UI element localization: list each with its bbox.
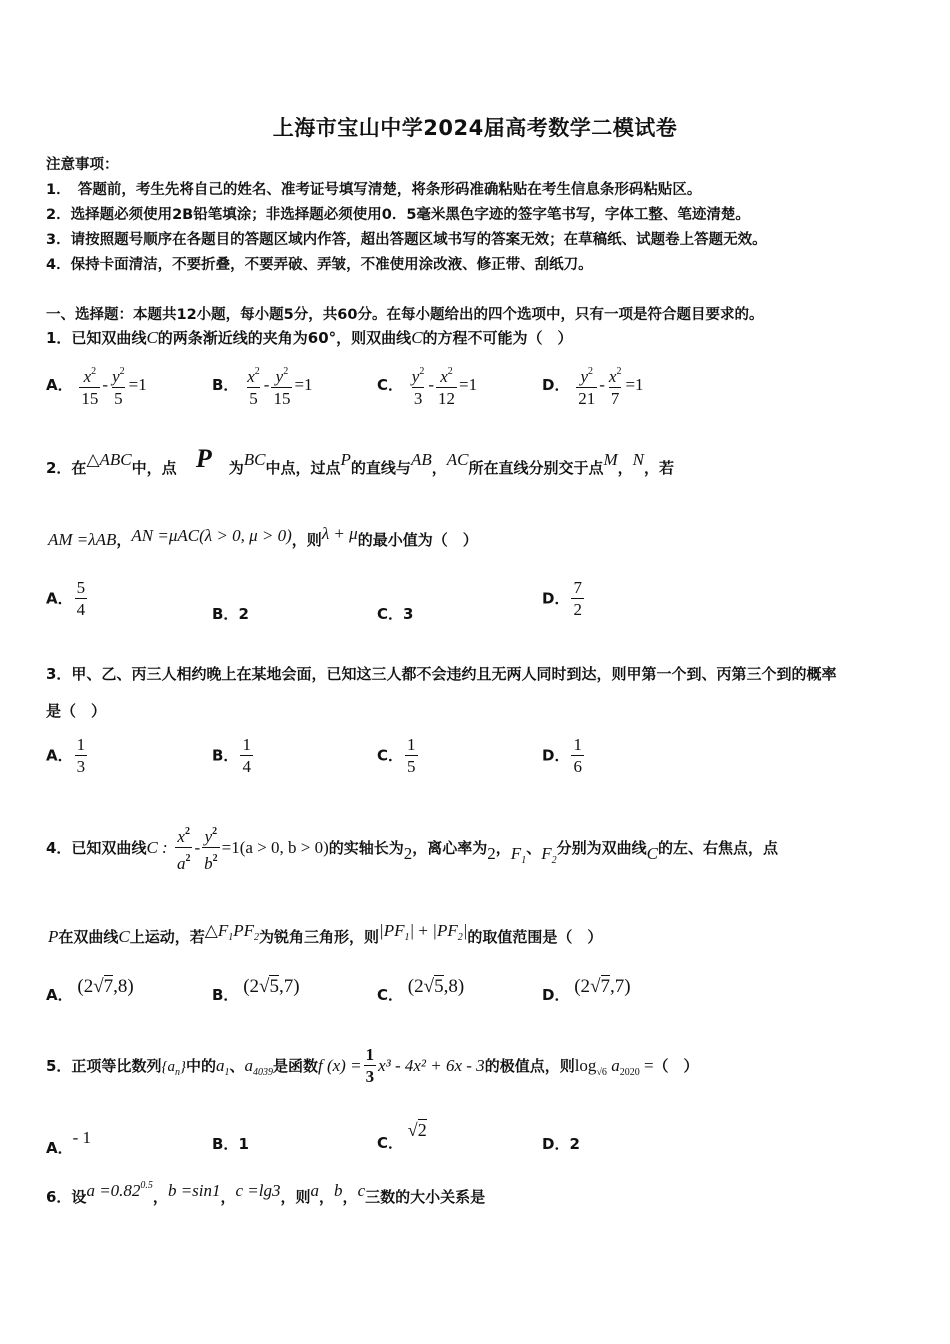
numerator: 1: [407, 735, 416, 754]
option-value: (2√5,7): [243, 976, 300, 997]
exponent: 2: [283, 366, 289, 377]
denominator: 5: [249, 389, 258, 408]
option-label: D．: [542, 986, 570, 1004]
fraction: [110, 362, 127, 410]
exponent: 2: [254, 366, 260, 377]
q5-polynomial: x³ - 4x² + 6x - 3: [378, 1056, 485, 1075]
option-label: A．: [46, 1139, 73, 1157]
denominator: 3: [413, 389, 423, 408]
q6-c-def: c =lg3: [235, 1181, 281, 1200]
numerator: 1: [573, 735, 582, 754]
option-label: B．: [212, 1135, 239, 1153]
q4-text: 、: [526, 839, 542, 857]
q4-f2: $F_2$: [541, 844, 557, 866]
q2-lambda-mu: λ + μ: [321, 524, 358, 543]
q6-b-def: b =sin1: [167, 1181, 221, 1200]
denominator: 12: [438, 389, 456, 408]
q5-option-d[interactable]: [542, 1133, 580, 1154]
option-label: C．: [377, 605, 404, 623]
q4-curve-c: C :: [146, 838, 168, 857]
q3-option-c[interactable]: [377, 735, 420, 778]
option-label: A．: [46, 986, 73, 1004]
denominator: 21: [578, 389, 596, 408]
q4-text: 在双曲线: [58, 928, 119, 946]
q6-text: ，: [220, 1188, 236, 1206]
q4-point-p: P: [48, 927, 59, 946]
equals-one: =1: [128, 375, 147, 394]
q1-text-b: 的两条渐近线的夹角为60°，则双曲线: [157, 329, 412, 347]
fraction: $\frac{y^2}{b^2}$: [204, 826, 218, 873]
q4-curve-c: C: [646, 844, 658, 863]
exponent: 2: [447, 366, 453, 377]
exponent: 2: [91, 366, 97, 377]
q6-text: ，: [319, 1188, 335, 1206]
q2-text: ，: [116, 531, 132, 549]
question-4-stem-cont: [48, 921, 602, 947]
q4-text: 4．已知双曲线: [46, 839, 147, 857]
note-item: 3．请按照题号顺序在各题目的答题区域内作答，超出答题区域书写的答案无效；在草稿纸、试题卷上答题无效。: [46, 232, 767, 248]
q2-point-n: N: [632, 450, 645, 469]
q2-ac: AC: [446, 450, 469, 469]
numerator: 1: [76, 735, 86, 754]
numerator: x: [440, 367, 448, 386]
q2-point-p: P: [340, 450, 351, 469]
option-label: B．: [212, 986, 239, 1004]
q5-option-a[interactable]: [46, 1128, 91, 1158]
q6-text: 6．设: [46, 1188, 87, 1206]
exponent: 2: [119, 366, 125, 377]
numerator: 7: [573, 578, 582, 597]
denominator: 4: [242, 757, 251, 776]
q1-option-b[interactable]: [212, 362, 313, 410]
fraction: [75, 735, 88, 778]
q4-equation-rhs: =1(a > 0, b > 0): [221, 838, 329, 857]
q4-real-axis-value: 2: [403, 844, 413, 863]
q1-option-d[interactable]: [542, 362, 644, 410]
option-label: C．: [377, 376, 404, 394]
minus-sign: -: [263, 375, 270, 394]
q4-option-b[interactable]: [212, 976, 300, 1005]
q4-text: 分别为双曲线: [556, 839, 647, 857]
q6-var-a: a: [310, 1181, 320, 1200]
q4-abs-sum: $|PF_1| + |PF_2|$: [379, 921, 468, 943]
option-value: 3: [403, 605, 414, 623]
q1-option-c[interactable]: [377, 362, 477, 410]
q1-option-a[interactable]: [46, 362, 147, 410]
q2-vector-eq-1: AM =λAB: [48, 530, 117, 549]
q6-text: ，: [342, 1188, 358, 1206]
numerator: y: [411, 367, 420, 386]
equals-one: =1: [294, 375, 313, 394]
denominator: 7: [610, 389, 620, 408]
q6-var-c: c: [357, 1181, 366, 1200]
q2-text: 中，点: [131, 459, 177, 477]
fraction: [245, 362, 262, 410]
numerator: x: [247, 367, 255, 386]
exponent: 2: [419, 366, 425, 377]
numerator: 5: [76, 578, 86, 597]
fraction: $\frac{1}{3}$: [365, 1045, 375, 1086]
q4-triangle: $\triangle F_1PF_2$: [204, 921, 260, 943]
denominator: 3: [76, 757, 86, 776]
q2-text: ，: [617, 459, 633, 477]
q2-option-b[interactable]: [212, 603, 249, 624]
notes-heading: 注意事项：: [46, 157, 119, 173]
q2-bc: BC: [243, 450, 266, 469]
denominator: b: [204, 854, 213, 873]
q1-curve-C: C: [411, 328, 423, 347]
fraction: [405, 735, 418, 778]
q2-point-p-image: P: [195, 444, 211, 473]
numerator: y: [112, 367, 120, 386]
q2-text: 为: [228, 459, 244, 477]
denominator: 4: [76, 600, 86, 619]
q3-option-b[interactable]: [212, 735, 255, 778]
question-2-condition: [48, 524, 478, 550]
denominator: a: [176, 854, 186, 873]
question-2-stem: [46, 444, 674, 478]
option-label: B．: [212, 746, 239, 765]
q1-text-c: 的方程不可能为（ ）: [422, 329, 573, 347]
denominator: 2: [573, 600, 582, 619]
option-value: (2√7,8): [77, 976, 134, 997]
fraction: [571, 578, 584, 621]
option-value: √2: [407, 1120, 427, 1140]
fraction: [576, 362, 597, 410]
q5-function: f (x) =: [318, 1056, 362, 1075]
numerator: x: [608, 367, 617, 386]
fraction: [607, 362, 624, 410]
q3-option-a[interactable]: [46, 735, 89, 778]
question-3-stem: 3．甲、乙、丙三人相约晚上在某地会面，已知这三人都不会违约且无两人同时到达，则甲第一个到、丙第三个到的概率: [46, 665, 837, 683]
q4-curve-c: C: [118, 927, 130, 946]
exponent: 2: [616, 366, 622, 377]
fraction: $\frac{x^2}{a^2}$: [176, 826, 191, 873]
q2-option-a[interactable]: [46, 578, 89, 621]
q2-text: ，若: [644, 459, 675, 477]
minus-sign: -: [428, 375, 435, 394]
q4-text: 的取值范围是（ ）: [467, 928, 603, 946]
denominator: 5: [114, 389, 123, 408]
note-item: 2．选择题必须使用2B铅笔填涂；非选择题必须使用0．5毫米黑色字迹的签字笔书写，字体工整、笔迹清楚。: [46, 207, 750, 223]
numerator: y: [275, 367, 284, 386]
fraction: [75, 578, 88, 621]
q4-text: ，: [495, 839, 511, 857]
option-label: D．: [542, 1135, 570, 1153]
q6-text: ，则: [280, 1188, 311, 1206]
option-value: - 1: [72, 1128, 92, 1147]
q1-text-a: 1．已知双曲线: [46, 329, 147, 347]
q2-triangle-abc: △ABC: [86, 450, 132, 469]
question-3-stem-cont: 是（ ）: [46, 702, 107, 720]
question-6-stem: [46, 1180, 485, 1207]
q5-log-expression: $\log_{√6} a_{2020}$ =: [574, 1056, 654, 1078]
denominator: 15: [273, 389, 291, 408]
equals-one: =1: [459, 375, 478, 394]
q4-text: 的实轴长为: [328, 839, 404, 857]
question-4-stem: 4．已知双曲线C : $\frac{x^2}{a^2}$ - $\frac{y^2}{b^2}$ =1(a > 0, b > 0)的实轴长为2，离心率为2，$F_1$、$F_2$分别为双曲线C的左、右焦点，点: [46, 822, 778, 875]
question-1-stem: [46, 327, 573, 348]
q5-option-c[interactable]: [377, 1120, 427, 1153]
q2-text: 所在直线分别交于点: [468, 459, 604, 477]
q5-sequence: $\{a_n\}$: [161, 1059, 186, 1078]
numerator: y: [580, 367, 588, 386]
numerator: y: [204, 827, 213, 846]
option-label: B．: [212, 605, 239, 623]
q2-text: 中点，过点: [265, 459, 341, 477]
denominator: 5: [407, 757, 416, 776]
q2-text: ，: [431, 459, 447, 477]
option-value: (2√7,7): [574, 976, 631, 997]
equals-one: =1: [625, 375, 644, 394]
exponent: 2: [588, 366, 593, 377]
q6-a-def: $a =0.82^{0.5}$: [86, 1180, 153, 1200]
option-label: C．: [377, 1134, 404, 1152]
option-label: C．: [377, 986, 404, 1004]
q2-option-c[interactable]: [377, 603, 413, 624]
denominator: 6: [573, 757, 582, 776]
fraction: [79, 362, 100, 410]
q4-option-a[interactable]: [46, 976, 134, 1005]
fraction: [410, 362, 427, 410]
option-value: 2: [238, 605, 249, 623]
section-heading: 一、选择题：本题共12小题，每小题5分，共60分。在每小题给出的四个选项中，只有一项是符合题目要求的。: [46, 307, 764, 323]
q4-text: ，离心率为: [412, 839, 488, 857]
q2-text: 的直线与: [350, 459, 411, 477]
fraction: [271, 362, 292, 410]
q2-text: 2．在: [46, 459, 87, 477]
q4-text: 为锐角三角形，则: [259, 928, 380, 946]
q4-text: 上运动，若: [129, 928, 205, 946]
q4-f1: $F_1$: [510, 844, 527, 866]
q5-text: 中的: [185, 1057, 216, 1075]
note-item: 1． 答题前，考生先将自己的姓名、准考证号填写清楚，将条形码准确粘贴在考生信息条形码粘贴区。: [46, 182, 702, 198]
minus-sign: -: [599, 375, 605, 394]
option-label: B．: [212, 376, 239, 394]
option-label: A．: [46, 376, 73, 394]
q3-option-d[interactable]: [542, 735, 586, 778]
q5-text: 、: [229, 1057, 245, 1075]
fraction: [240, 735, 253, 778]
q5-text: （ ）: [653, 1057, 699, 1075]
denominator: 15: [81, 389, 99, 408]
q5-text: 是函数: [272, 1057, 318, 1075]
option-label: A．: [46, 746, 73, 765]
q2-vector-eq-2: AN =μAC(λ > 0, μ > 0): [131, 526, 292, 545]
q4-text: 的左、右焦点，点: [657, 839, 778, 857]
numerator: x: [83, 367, 92, 386]
q4-eccentricity-value: 2: [487, 844, 496, 863]
numerator: 1: [242, 735, 251, 754]
fraction: [436, 362, 457, 410]
q2-text: ，则: [291, 531, 322, 549]
option-value: 2: [569, 1135, 580, 1153]
q2-text: 的最小值为（ ）: [357, 531, 478, 549]
page-title: 上海市宝山中学2024届高考数学二模试卷: [272, 116, 678, 140]
q4-option-c[interactable]: [377, 976, 464, 1005]
note-item: 4．保持卡面清洁，不要折叠，不要弄破、弄皱，不准使用涂改液、修正带、刮纸刀。: [46, 257, 593, 273]
q2-ab: AB: [410, 450, 432, 469]
minus-sign: -: [102, 375, 109, 394]
option-value: 1: [238, 1135, 249, 1153]
q2-option-d[interactable]: [542, 578, 586, 621]
q5-a1: $a_1$: [215, 1056, 230, 1078]
q5-option-b[interactable]: [212, 1133, 249, 1154]
q6-var-b: b: [334, 1181, 343, 1200]
option-label: D．: [542, 746, 570, 765]
q4-option-d[interactable]: [542, 976, 631, 1005]
numerator: x: [177, 827, 185, 846]
q5-text: 的极值点，则: [484, 1057, 575, 1075]
q5-text: 5．正项等比数列: [46, 1057, 162, 1075]
q2-point-m: M: [603, 450, 618, 469]
option-value: (2√5,8): [407, 976, 465, 997]
fraction: [571, 735, 584, 778]
option-label: C．: [377, 746, 404, 765]
q1-curve-C: C: [146, 328, 158, 347]
option-label: D．: [542, 376, 570, 394]
option-label: A．: [46, 589, 73, 608]
q5-a4039: $a_{4039}$: [244, 1056, 273, 1078]
question-5-stem: [46, 1045, 699, 1088]
q6-text: 三数的大小关系是: [365, 1188, 486, 1206]
q6-text: ，: [152, 1188, 168, 1206]
option-label: D．: [542, 589, 570, 608]
